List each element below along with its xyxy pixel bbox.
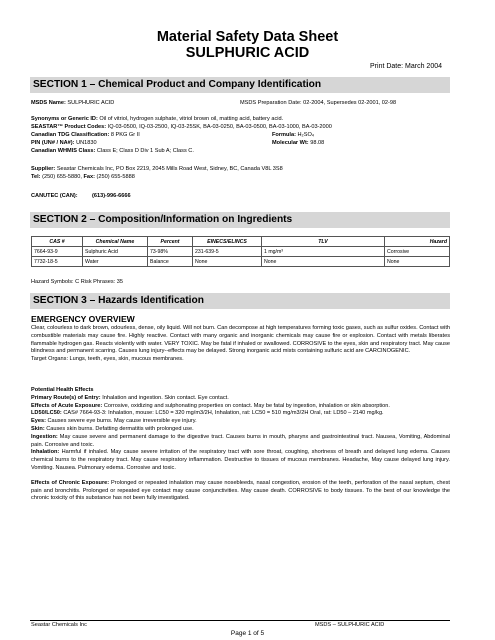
tdg-class: 8 PKG Gr II xyxy=(110,132,140,138)
table-cell: None xyxy=(262,257,385,267)
formula-row: Formula: H₂SO₄ xyxy=(272,132,315,138)
potential-health-effects xyxy=(31,387,450,503)
column-header: Percent xyxy=(148,237,193,247)
footer-company: Seastar Chemicals Inc xyxy=(31,622,87,628)
section-1-heading: SECTION 1 – Chemical Product and Company Identification xyxy=(30,77,450,93)
preparation-date: MSDS Preparation Date: 02-2004, Supersedes 02-2001, 02-98 xyxy=(240,100,397,106)
synonyms: Oil of vitriol, hydrogen sulphate, vitriol brown oil, matting acid, battery acid. xyxy=(99,116,284,122)
pin-number: UN1830 xyxy=(76,140,97,146)
hazard-symbols: Hazard Symbols: C Risk Phrases: 35 xyxy=(31,279,124,285)
canutec-label: CANUTEC (CAN): xyxy=(31,193,78,199)
emergency-overview-paragraph: Clear, colourless to dark brown, odourless, dense, oily liquid. Will not burn. Can decompose at high temperatures forming toxic gases, such as sulfur oxides. Contact with combustible materials may cause fire. Highly reactive. Contact with many organic and inorganic chemicals may cause fire or explosion. Contact with metals liberates flammable hydrogen gas. Reacts violently with water. VERY TOXIC. May be fatal if inhaled or swallowed. CORROSIVE to the eyes, skin and respiratory tract. May cause blindness and permanent scarring. Causes lung injury--effects may be delayed. Strong inorganic acid mists containing sulfuric acid are CARCINOGENIC. xyxy=(31,325,450,355)
tdg-row: Canadian TDG Classification: 8 PKG Gr II xyxy=(31,132,140,138)
column-header: EINECS/ELINCS xyxy=(193,237,262,247)
section-2-heading: SECTION 2 – Composition/Information on Ingredients xyxy=(30,212,450,228)
document-title: Material Safety Data Sheet xyxy=(156,29,339,45)
msds-name: SULPHURIC ACID xyxy=(67,100,115,106)
molecular-weight-row: Molecular Wt: 98.08 xyxy=(272,140,325,146)
section-3-heading: SECTION 3 – Hazards Identification xyxy=(30,293,450,309)
product-codes-row: SEASTAR™ Product Codes: IQ-03-0500, IQ-03-2500, IQ-03-25SK, BA-03-0250, BA-03-0500, BA-03-1000, BA-03-2000 xyxy=(31,124,332,130)
footer-document: MSDS – SULPHURIC ACID xyxy=(315,622,385,628)
table-row xyxy=(32,247,450,257)
emergency-overview-heading: EMERGENCY OVERVIEW xyxy=(31,314,135,324)
column-header: TLV xyxy=(262,237,385,247)
column-header: CAS # xyxy=(32,237,83,247)
table-cell: 231-639-5 xyxy=(193,247,262,257)
formula: H₂SO₄ xyxy=(297,132,315,138)
inhalation-effects: Inhalation: Harmful if inhaled. May cause severe irritation of the respiratory tract with sore throat, coughing, shortness of breath and delayed lung edema. Causes chemical burns to the respiratory tract. May cause respiratory inflammation. Destructive to tissues of mucous membranes. Headache, May cause delayed lung injury. Vomiting. Nausea. Pulmonary edema. Corrosive and toxic. xyxy=(31,449,451,471)
supplier-address: Seastar Chemicals Inc, PO Box 2219, 2045 Mills Road West, Sidney, BC, Canada V8L 3S8 xyxy=(56,166,283,172)
product-codes: IQ-03-0500, IQ-03-2500, IQ-03-25SK, BA-03-0250, BA-03-0500, BA-03-1000, BA-03-2000 xyxy=(107,124,332,130)
synonyms-row: Synonyms or Generic ID: Oil of vitriol, hydrogen sulphate, vitriol brown oil, matting acid, battery acid. xyxy=(31,116,284,122)
print-date: Print Date: March 2004 xyxy=(370,63,442,70)
column-header: Hazard xyxy=(385,237,450,247)
routes-of-entry: Primary Route(s) of Entry: Inhalation and ingestion. Skin contact. Eye contact. xyxy=(31,394,229,401)
potential-health-effects-heading: Potential Health Effects xyxy=(31,387,94,393)
whmis-row: Canadian WHMIS Class: Class E; Class D Div 1 Sub A; Class C. xyxy=(31,148,194,154)
msds-name-row: MSDS Name: SULPHURIC ACID xyxy=(31,100,115,106)
table-cell: 7732-18-5 xyxy=(32,257,83,267)
fax: (250) 655-5888 xyxy=(96,174,135,180)
ingredients-table xyxy=(31,236,450,267)
table-cell: Corrosive xyxy=(385,247,450,257)
table-row xyxy=(32,257,450,267)
ld50-lc50: LD50/LC50: CAS# 7664-93-3: Inhalation, mouse: LC50 = 320 mg/m3/2H, Inhalation, rat: LC50 = 510 mg/m3/2H Oral, rat: LD50 – 2140 mg/kg. xyxy=(31,410,384,417)
page-number: Page 1 of 5 xyxy=(230,630,265,637)
eyes-effects: Eyes: Causes severe eye burns. May cause irreversible eye injury. xyxy=(31,418,197,425)
emergency-overview-text xyxy=(31,325,450,364)
table-cell: Sulphuric Acid xyxy=(83,247,148,257)
footer-divider xyxy=(30,620,450,621)
pin-row: PIN (UN# / NA#): UN1830 xyxy=(31,140,97,146)
skin-effects: Skin: Causes skin burns. Defatting dermatitis with prolonged use. xyxy=(31,425,194,432)
ingestion-effects: Ingestion: May cause severe and permanent damage to the digestive tract. Causes burns in mouth, pharynx and gastrointestinal tract. Nausea, Vomiting, Abdominal pain. Corrosive and toxic. xyxy=(31,433,450,448)
table-cell: Balance xyxy=(148,257,193,267)
telephone: (250) 655-5880, xyxy=(42,174,82,180)
column-header: Chemical Name xyxy=(83,237,148,247)
molecular-weight: 98.08 xyxy=(310,140,325,146)
table-cell: Water xyxy=(83,257,148,267)
supplier-row: Supplier: Seastar Chemicals Inc, PO Box 2219, 2045 Mills Road West, Sidney, BC, Canada V8L 3S8 xyxy=(31,166,283,172)
table-cell: None xyxy=(385,257,450,267)
table-header-row xyxy=(32,237,450,247)
contact-row: Tel: (250) 655-5880, Fax: (250) 655-5888 xyxy=(31,174,135,180)
table-cell: None xyxy=(193,257,262,267)
table-cell: 1 mg/m³ xyxy=(262,247,385,257)
table-cell: 73-98% xyxy=(148,247,193,257)
whmis-class: Class E; Class D Div 1 Sub A; Class C. xyxy=(96,148,194,154)
document-subtitle: SULPHURIC ACID xyxy=(185,45,310,61)
chronic-exposure: Effects of Chronic Exposure: Prolonged or repeated inhalation may cause nosebleeds, nasal congestion, erosion of the teeth, perforation of the nasal septum, chest pain and bronchitis. Prolonged or repeated eye contact may cause conjunctivities. May cause death. CORROSIVE to body tissues. To the best of our knowledge the chronic toxicity of this substance has not been fully investigated. xyxy=(31,479,450,502)
canutec-number: (613)-996-6666 xyxy=(92,193,131,199)
acute-exposure: Effects of Acute Exposure: Corrosive, oxidizing and sulphonating properties on contact. May be fatal by ingestion, inhalation or skin absorption. xyxy=(31,402,390,409)
table-cell: 7664-93-9 xyxy=(32,247,83,257)
target-organs: Target Organs: Lungs, teeth, eyes, skin, mucous membranes. xyxy=(31,356,184,363)
